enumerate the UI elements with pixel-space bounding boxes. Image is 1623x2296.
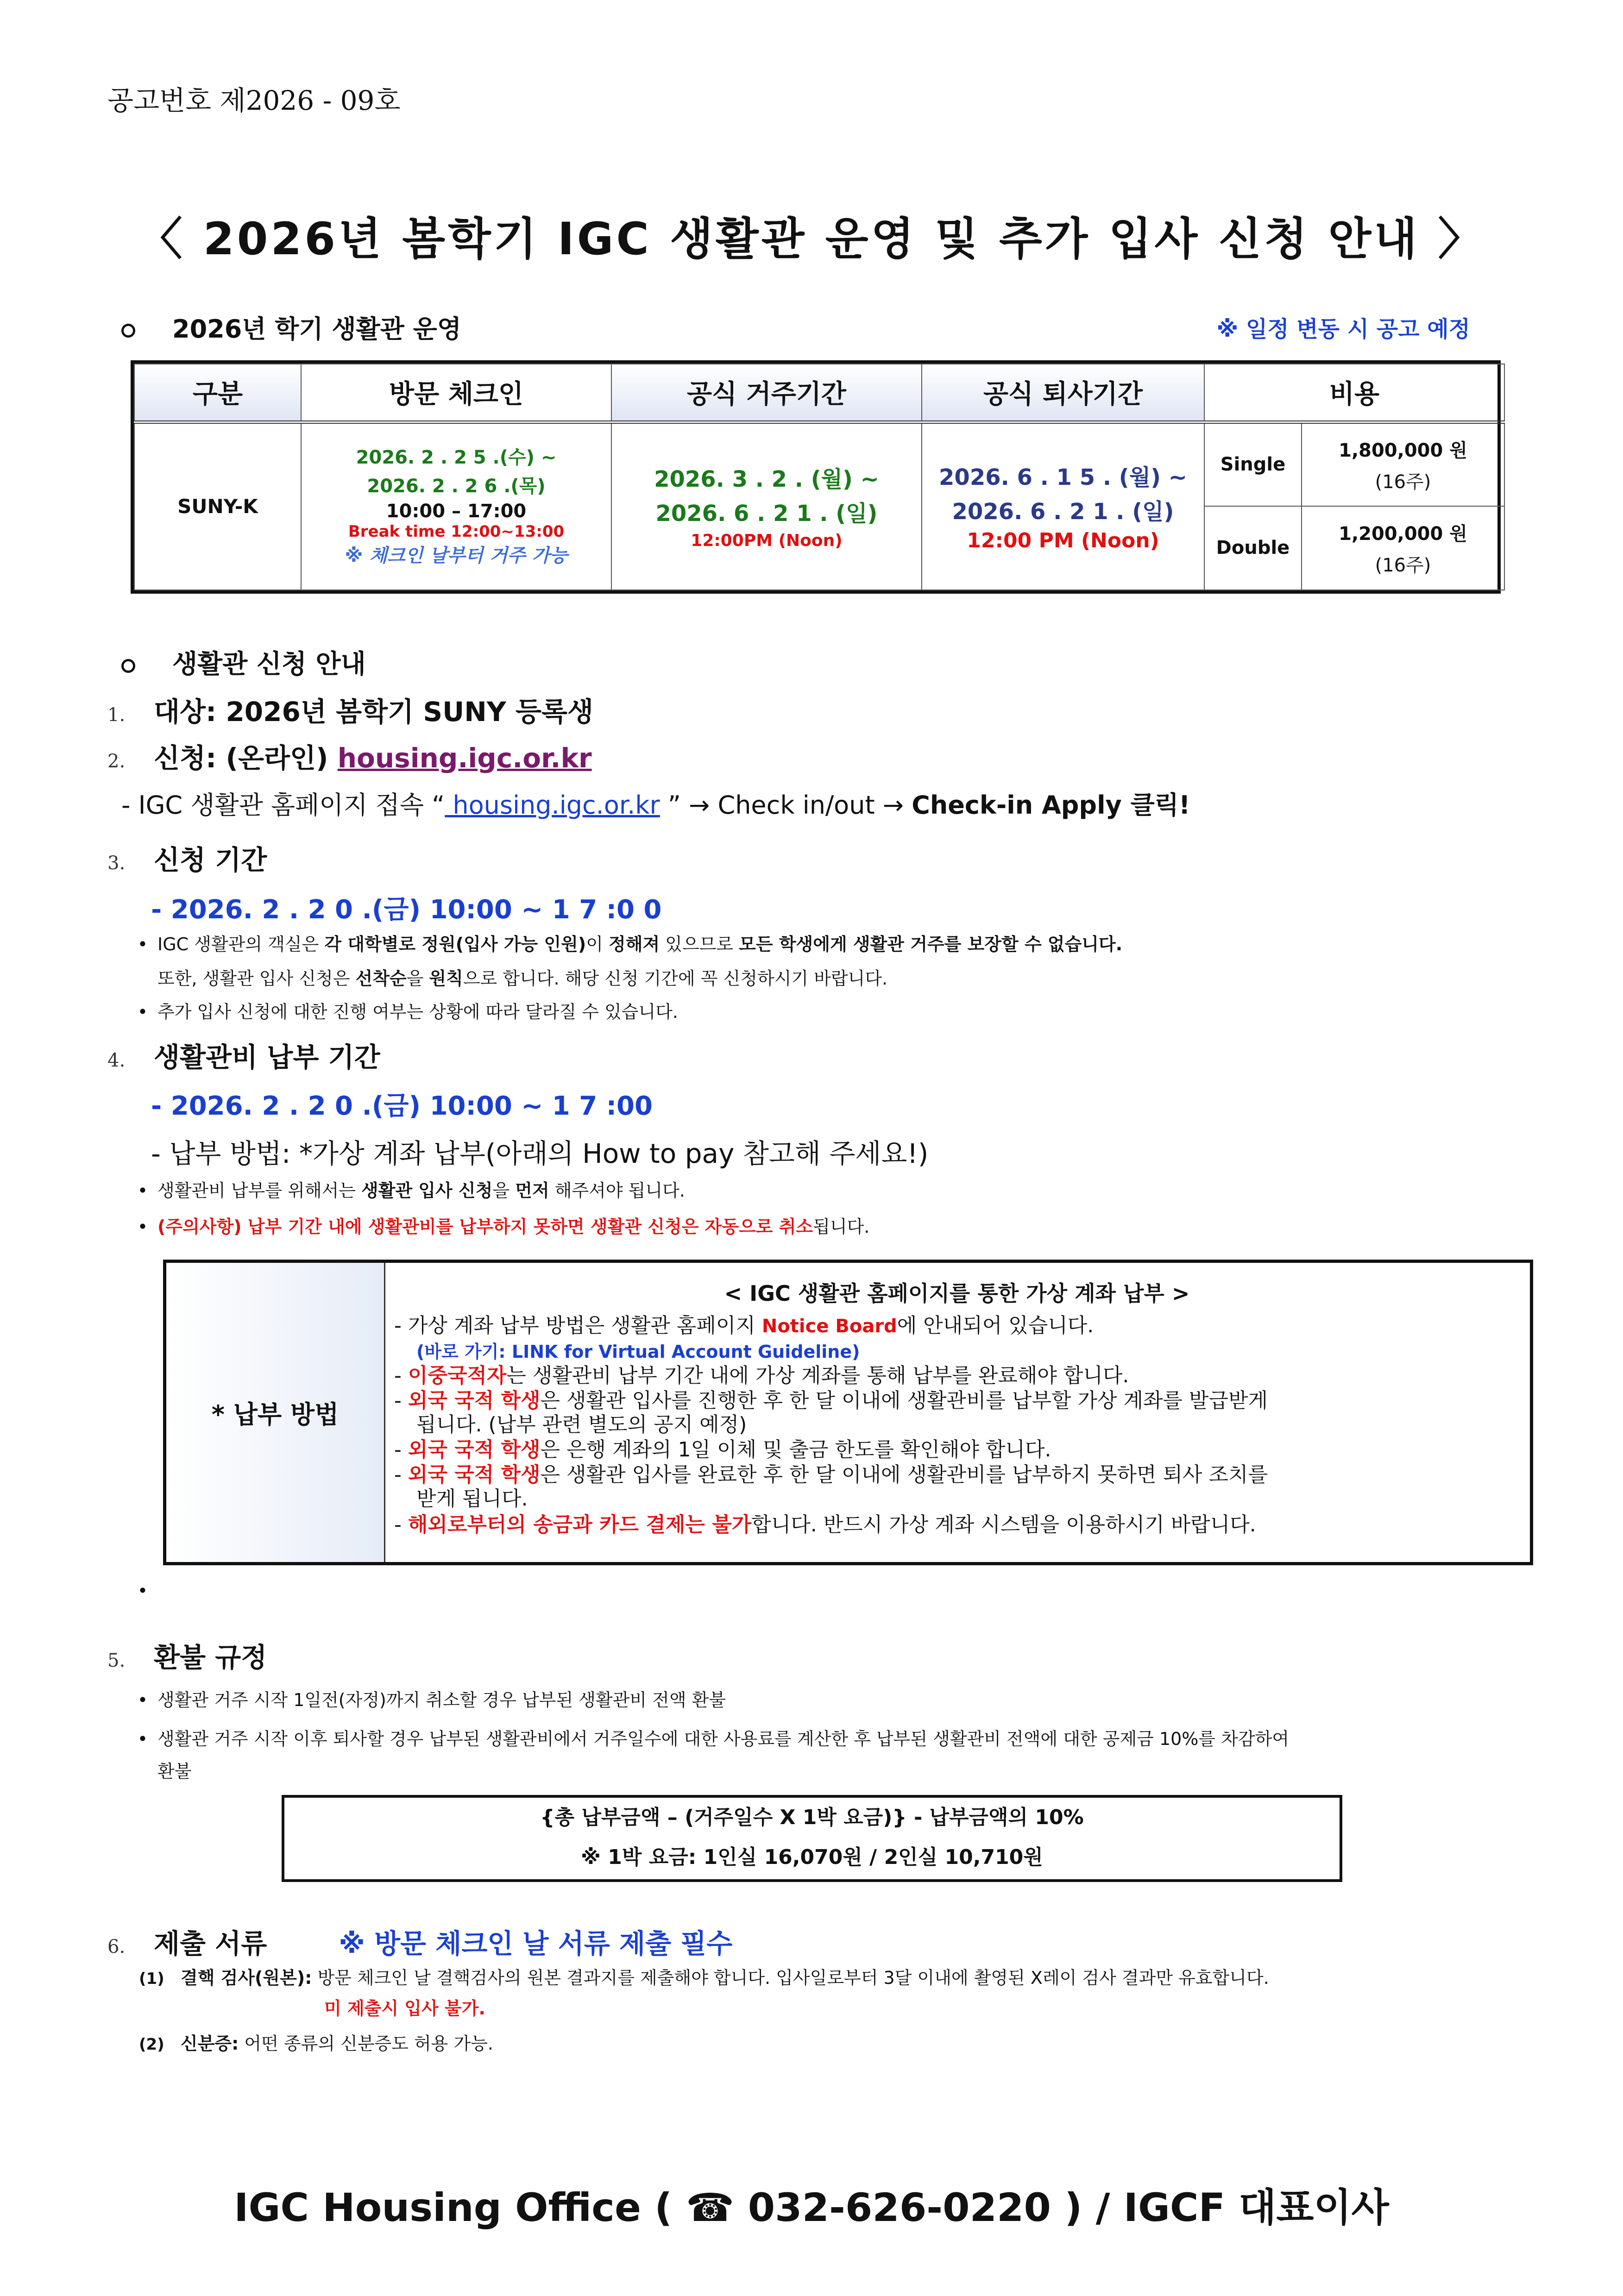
refund-bullet-2: • 생활관 거주 시작 이후 퇴사할 경우 납부된 생활관비에서 거주일수에 대한 사용료를 계산한 후 납부된 생활관비 전액에 대한 공제금 10%를 차감하여: [137, 1729, 1290, 1749]
checkout-period-cell: 2026. 6 . 1 5 . (월) ~ 2026. 6 . 2 1 . (일) 12:00 PM (Noon): [922, 422, 1204, 590]
schedule-change-note: ※ 일정 변동 시 공고 예정: [1216, 316, 1470, 342]
footer-contact: IGC Housing Office ( ☎ 032-626-0220 ) / IGCF 대표이사: [234, 2185, 1389, 2230]
pay-line-3: - 이중국적자는 생활관비 납부 기간 내에 가상 계좌를 통해 납부를 완료해야 합니다.: [394, 1364, 1129, 1387]
pay-line-4-cont: 됩니다. (납부 관련 별도의 공지 예정): [416, 1413, 747, 1437]
payment-method-label: * 납부 방법: [166, 1263, 385, 1562]
payment-method-line: - 납부 방법: *가상 계좌 납부(아래의 How to pay 참고해 주세요!): [151, 1138, 929, 1169]
pay-line-6-cont: 받게 됩니다.: [416, 1487, 528, 1511]
housing-link[interactable]: housing.igc.or.kr: [337, 742, 592, 774]
item-documents: 6. 제출 서류 ※ 방문 체크인 날 서류 제출 필수: [107, 1928, 733, 1959]
payment-bullet-2: • (주의사항) 납부 기간 내에 생활관비를 납부하지 못하면 생활관 신청은 자동으로 취소됩니다.: [137, 1217, 870, 1237]
single-price-cell: 1,800,000 원 (16주): [1302, 422, 1504, 506]
section2-heading: 생활관 신청 안내: [121, 644, 366, 681]
page-title: 〈 2026년 봄학기 IGC 생활관 운영 및 추가 입사 신청 안내 〉: [138, 213, 1485, 265]
refund-formula-box: [282, 1795, 1342, 1882]
pay-line-1: - 가상 계좌 납부 방법은 생활관 홈페이지 Notice Board에 안내되어 있습니다.: [394, 1314, 1094, 1337]
pay-line-6: - 외국 국적 학생은 생활관 입사를 완료한 후 한 달 이내에 생활관비를 납부하지 못하면 퇴사 조치를: [394, 1463, 1268, 1487]
item-payment-period: 4. 생활관비 납부 기간: [107, 1041, 380, 1073]
schedule-table: [131, 360, 1501, 594]
circle-bullet-icon: [121, 324, 135, 338]
notice-number: 공고번호 제2026 - 09호: [107, 85, 401, 116]
header-checkin: 방문 체크인: [301, 364, 611, 422]
document-id: (2) 신분증: 어떤 종류의 신분증도 허용 가능.: [139, 2033, 494, 2054]
item-apply-period: 3. 신청 기간: [107, 844, 267, 876]
pay-line-5: - 외국 국적 학생은 은행 계좌의 1일 이체 및 출금 한도를 확인해야 합니다.: [394, 1438, 1051, 1462]
item-refund: 5. 환불 규정: [107, 1642, 267, 1673]
payment-method-box: [163, 1260, 1533, 1565]
refund-bullet-1: • 생활관 거주 시작 1일전(자정)까지 취소할 경우 납부된 생활관비 전액 환불: [137, 1690, 726, 1710]
header-category: 구분: [134, 364, 301, 422]
refund-formula: {총 납부금액 – (거주일수 X 1박 요금)} - 납부금액의 10%: [540, 1806, 1084, 1829]
nightly-rate: ※ 1박 요금: 1인실 16,070원 / 2인실 10,710원: [581, 1845, 1043, 1869]
refund-bullet-2-cont: 환불: [157, 1761, 192, 1782]
apply-steps: - IGC 생활관 홈페이지 접속 “ housing.igc.or.kr ” → Check in/out → Check-in Apply 클릭!: [121, 790, 1190, 820]
row-label: SUNY-K: [134, 422, 301, 590]
empty-bullet: •: [137, 1581, 148, 1601]
pay-line-7: - 해외로부터의 송금과 카드 결제는 불가합니다. 반드시 가상 계좌 시스템을 이용하시기 바랍니다.: [394, 1513, 1256, 1537]
stay-period-cell: 2026. 3 . 2 . (월) ~ 2026. 6 . 2 1 . (일) 12:00PM (Noon): [611, 422, 922, 590]
apply-period-date: - 2026. 2 . 2 0 .(금) 10:00 ~ 1 7 :0 0: [151, 895, 662, 925]
virtual-account-guideline-link[interactable]: (바로 가기: LINK for Virtual Account Guideline): [416, 1342, 860, 1362]
section1-heading: 2026년 학기 생활관 운영: [121, 309, 461, 345]
apply-bullet-2: • 추가 입사 신청에 대한 진행 여부는 상황에 따라 달라질 수 있습니다.: [137, 1002, 678, 1022]
payment-period-date: - 2026. 2 . 2 0 .(금) 10:00 ~ 1 7 :00: [151, 1091, 653, 1121]
pay-line-4: - 외국 국적 학생은 생활관 입사를 진행한 후 한 달 이내에 생활관비를 납부할 가상 계좌를 발급받게: [394, 1389, 1268, 1412]
document-tb-warning: 미 제출시 입사 불가.: [324, 1998, 485, 2019]
single-label: Single: [1204, 422, 1302, 506]
payment-method-content: [384, 1263, 1530, 1562]
payment-box-title: < IGC 생활관 홈페이지를 통한 가상 계좌 납부 >: [724, 1281, 1190, 1306]
item-target: 1. 대상: 2026년 봄학기 SUNY 등록생: [107, 696, 594, 728]
apply-bullet-1: • IGC 생활관의 객실은 각 대학별로 정원(입사 가능 인원)이 정해져 있으므로 모든 학생에게 생활관 거주를 보장할 수 없습니다.: [137, 934, 1123, 954]
item-apply: 2. 신청: (온라인) housing.igc.or.kr: [107, 742, 592, 774]
double-label: Double: [1204, 506, 1302, 590]
apply-bullet-1-cont: 또한, 생활관 입사 신청은 선착순을 원칙으로 합니다. 해당 신청 기간에 꼭 신청하시기 바랍니다.: [157, 968, 888, 989]
document-tb-test: (1) 결핵 검사(원본): 방문 체크인 날 결핵검사의 원본 결과지를 제출해야 합니다. 입사일로부터 3달 이내에 촬영된 X레이 검사 결과만 유효합니다.: [139, 1968, 1269, 1988]
header-cost: 비용: [1204, 364, 1504, 422]
header-checkout-period: 공식 퇴사기간: [922, 364, 1204, 422]
payment-bullet-1: • 생활관비 납부를 위해서는 생활관 입사 신청을 먼저 해주셔야 됩니다.: [137, 1180, 685, 1201]
telephone-icon: ☎: [686, 2185, 735, 2230]
header-stay-period: 공식 거주기간: [611, 364, 922, 422]
circle-bullet-icon: [121, 659, 135, 673]
double-price-cell: 1,200,000 원 (16주): [1302, 506, 1504, 590]
checkin-cell: 2026. 2 . 2 5 .(수) ~ 2026. 2 . 2 6 .(목) 10:00 – 17:00 Break time 12:00~13:00 ※ 체크인 날부터 거주 가능: [301, 422, 611, 590]
housing-link-2[interactable]: housing.igc.or.kr: [445, 790, 660, 820]
